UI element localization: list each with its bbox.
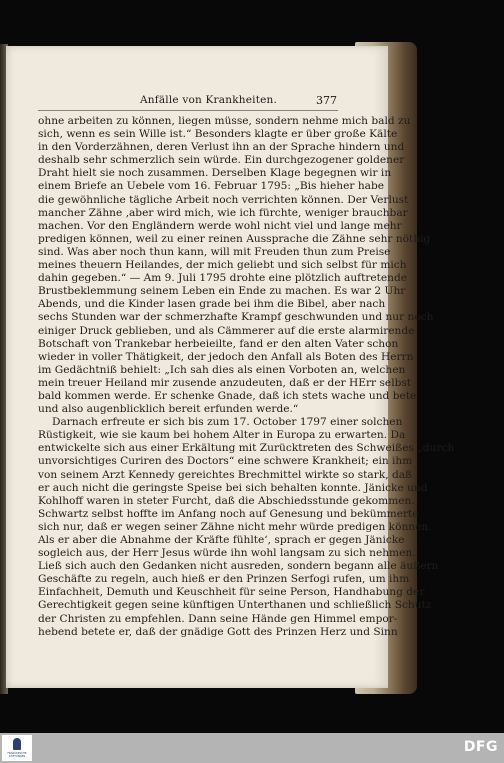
text-line: Geschäfte zu regeln, auch hieß er den Prinzen Serfogi rufen, um ihm [38,573,410,586]
text-line: meines theuern Heilandes, der mich geliebt und sich selbst für mich [38,259,407,272]
book-page [6,46,455,688]
text-line: entwickelte sich aus einer Erkältung mit Zurücktreten des Schweißes „durch [38,442,455,455]
text-line: Brustbeklemmung seinem Leben ein Ende zu machen. Es war 2 Uhr [38,285,406,298]
header-rule [38,110,338,111]
text-line: einiger Druck geblieben, und als Cämmerer auf die erste alarmirende [38,324,415,337]
text-line: dahin gegeben.“ — Am 9. Juli 1795 drohte eine plötzlich auftretende [38,272,408,285]
text-line: einem Briefe an Uebele vom 16. Februar 1795: „Bis hieher habe [38,180,385,193]
text-line: Kohlhoff waren in steter Furcht, daß die Abschiedsstunde gekommen. [38,494,415,507]
text-line: machen. Vor den Engländern werde wohl nicht viel und lange mehr [38,219,402,232]
text-line: deshalb sehr schmerzlich sein würde. Ein durchgezogener goldener [38,154,405,167]
logo-caption: FRANCKESCHE STIFTUNGEN [7,752,27,758]
page-number: 377 [316,94,337,107]
text-line: sich nur, daß er wegen seiner Zähne nicht mehr würde predigen können. [38,520,432,533]
institution-logo[interactable] [2,735,32,761]
text-line: Als er aber die Abnahme der Kräfte fühlte‘, sprach er gegen Jänicke [38,534,405,546]
text-line: sich, wenn es sein Wille ist.“ Besonders klagte er über große Kälte [38,128,398,141]
text-line: ohne arbeiten zu können, liegen müsse, sondern nehme mich bald zu [38,115,411,127]
text-line: er auch nicht die geringste Speise bei sich behalten konnte. Jänicke und [38,481,428,494]
text-line: Gerechtigkeit gegen seine künftigen Unterthanen und schließlich Schutz [38,599,432,612]
text-line: Darnach erfreute er sich bis zum 17. October 1797 einer solchen [52,416,403,429]
text-line: von seinem Arzt Kennedy gereichtes Brechmittel wirkte so stark, daß [38,468,413,481]
text-line: die gewöhnliche tägliche Arbeit noch verrichten können. Der Verlust [38,193,409,206]
text-line: mein treuer Heiland mir zusende anzudeuten, daß er der HErr selbst [38,376,412,389]
text-line: sechs Stunden war der schmerzhafte Krampf geschwunden und nur noch [38,311,434,324]
franckesche-stiftungen-icon [13,738,21,750]
text-line: Rüstigkeit, wie sie kaum bei hohem Alter in Europa zu erwarten. Da [38,429,406,442]
body-text [38,115,455,639]
text-line: hebend betete er, daß der gnädige Gott des Prinzen Herz und Sinn [38,625,398,638]
text-line: sogleich aus, der Herr Jesus würde ihn wohl langsam zu sich nehmen. [38,547,416,560]
dfg-logo[interactable]: DFG [463,739,498,755]
text-line: Botschaft von Trankebar herbeieilte, fand er den alten Vater schon [38,337,399,350]
viewer-footer [0,733,504,763]
text-line: predigen können, weil zu einer reinen Aussprache die Zähne sehr nöthig [38,232,431,245]
text-line: bald kommen werde. Er schenke Gnade, daß ich stets wache und bete [38,389,417,402]
text-line: unvorsichtiges Curiren des Doctors“ eine schwere Krankheit; ein ihm [38,455,413,468]
text-line: Ließ sich auch den Gedanken nicht ausreden, sondern begann alle äußern [38,560,439,573]
text-line: mancher Zähne ‚aber wird mich, wie ich fürchte, weniger brauchbar [38,206,408,219]
text-line: in den Vorderzähnen, deren Verlust ihn an der Sprache hindern und [38,141,405,154]
running-head [6,94,398,108]
text-line: der Christen zu empfehlen. Dann seine Hände gen Himmel empor- [38,612,398,625]
text-line: wieder in voller Thätigkeit, der jedoch den Anfall als Boten des Herrn [38,350,414,363]
text-line: im Gedächtniß behielt: „Ich sah dies als einen Vorboten an, welchen [38,363,406,376]
running-title: Anfälle von Krankheiten. [140,94,278,106]
text-line: sind. Was aber noch thun kann, will mit Freuden thun zum Preise [38,245,391,258]
text-line: Einfachheit, Demuth und Keuschheit für seine Person, Handhabung der [38,586,425,599]
text-line: und also augenblicklich bereit erfunden werde.“ [38,403,299,416]
text-line: Schwartz selbst hoffte im Anfang noch auf Genesung und bekümmerte [38,507,419,520]
text-line: Draht hielt sie noch zusammen. Derselben Klage begegnen wir in [38,167,392,180]
text-line: Abends, und die Kinder lasen grade bei ihm die Bibel, aber nach [38,298,386,311]
